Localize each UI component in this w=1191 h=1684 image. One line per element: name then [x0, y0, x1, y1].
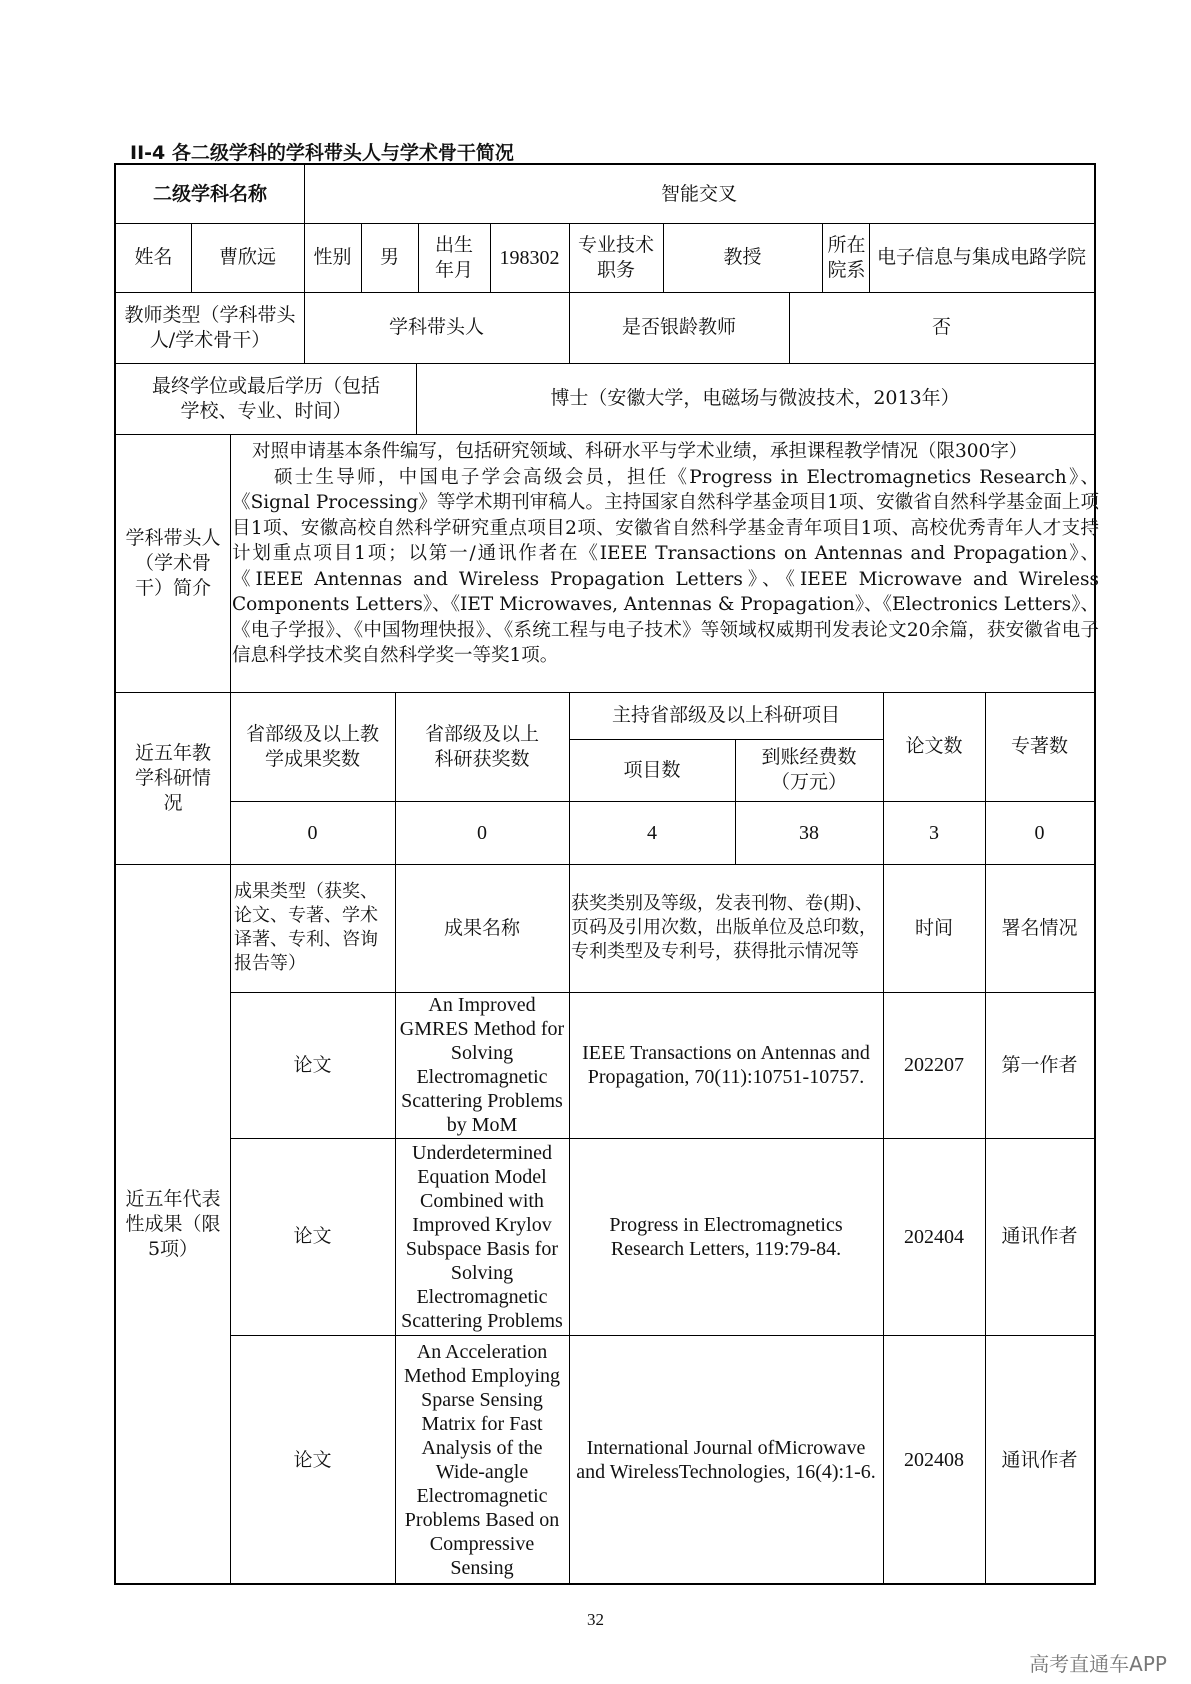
table-row-2-name: Underdetermined Equation Model Combined with Improved Krylov Subspace Basis for Solving Electromagnetic Scattering Problems	[401, 1141, 563, 1332]
projects-group-label: 主持省部级及以上科研项目	[611, 704, 840, 726]
gender-label: 性别	[313, 246, 352, 268]
title-value: 教授	[723, 246, 762, 268]
teacher-type-label: 教师类型（学科带头人/学术骨干）	[124, 303, 296, 351]
project-count-label: 项目数	[623, 758, 681, 781]
teacher-type-value: 学科带头人	[388, 316, 484, 338]
table-row-3-type: 论文	[293, 1448, 332, 1471]
bio-content	[232, 439, 1099, 669]
degree-label: 最终学位或最后学历（包括学校、专业、时间）	[151, 374, 380, 422]
teaching-award-label: 省部级及以上教学成果奖数	[245, 722, 379, 770]
table-row-2-time: 202404	[904, 1225, 964, 1248]
header-author: 署名情况	[1001, 916, 1078, 939]
table-row-2-author: 通讯作者	[1001, 1225, 1078, 1247]
header-time: 时间	[914, 916, 953, 939]
achievements-label: 近五年代表性成果（限5项）	[125, 1188, 221, 1260]
header-type: 成果类型（获奖、论文、专著、学术译著、专利、咨询报告等）	[234, 881, 378, 974]
bio-instruction: 对照申请基本条件编写，包括研究领域、科研水平与学术业绩，承担课程教学情况（限300字）	[252, 441, 1028, 462]
birth-value: 198302	[499, 246, 560, 269]
table-row-1-detail: IEEE Transactions on Antennas and Propagation, 70(11):10751-10757.	[582, 1042, 870, 1088]
stats-label: 近五年教学科研情况	[134, 741, 211, 814]
papers-value: 3	[929, 821, 939, 844]
watermark: 高考直通车APP	[1029, 1652, 1167, 1676]
discipline-value: 智能交叉	[660, 182, 737, 205]
section-title: II-4 各二级学科的学科带头人与学术骨干简况	[130, 142, 514, 164]
title-label: 专业技术职务	[577, 233, 654, 281]
table-row-2-type: 论文	[293, 1225, 332, 1247]
table-row-3-time: 202408	[904, 1449, 964, 1471]
silver-value: 否	[931, 316, 951, 338]
header-detail: 获奖类别及等级，发表刊物、卷(期)、页码及引用次数，出版单位及总印数，专利类型及专利号，获得批示情况等	[571, 893, 877, 962]
table-row-3-detail: International Journal ofMicrowave and WirelessTechnologies, 16(4):1-6.	[576, 1437, 876, 1483]
table-row-1-name: An Improved GMRES Method for Solving Electromagnetic Scattering Problems by MoM	[399, 994, 565, 1136]
research-award-label: 省部级及以上科研获奖数	[424, 722, 539, 770]
funding-label: 到账经费数（万元）	[761, 746, 857, 793]
funding-value: 38	[799, 821, 819, 844]
table-row-3-name: An Acceleration Method Employing Sparse Sensing Matrix for Fast Analysis of the Wide-angle Electromagnetic Problems Based on Compressive Sensing	[403, 1341, 561, 1579]
table-row-1-type: 论文	[293, 1053, 332, 1076]
table-row-1-time: 202207	[904, 1054, 964, 1076]
books-value: 0	[1034, 821, 1045, 844]
degree-value: 博士（安徽大学，电磁场与微波技术，2013年）	[550, 387, 960, 409]
project-count-value: 4	[647, 821, 657, 844]
name-value: 曹欣远	[218, 246, 276, 268]
books-label: 专著数	[1010, 735, 1068, 757]
dept-value: 电子信息与集成电路学院	[876, 246, 1086, 268]
teaching-award-value: 0	[307, 821, 318, 844]
table-row-3-author: 通讯作者	[1001, 1448, 1078, 1471]
discipline-label: 二级学科名称	[152, 182, 267, 205]
research-award-value: 0	[477, 821, 487, 844]
table-row-1-author: 第一作者	[1001, 1053, 1078, 1076]
gender-value: 男	[379, 246, 399, 268]
dept-label: 所在院系	[827, 233, 866, 281]
page-number: 32	[587, 1610, 604, 1629]
name-label: 姓名	[134, 246, 173, 268]
birth-label: 出生年月	[434, 233, 473, 281]
bio-label: 学科带头人（学术骨干）简介	[125, 526, 221, 599]
silver-label: 是否银龄教师	[621, 316, 736, 338]
table-row-2-detail: Progress in Electromagnetics Research Letters, 119:79-84.	[609, 1213, 843, 1260]
profile-table	[114, 163, 1099, 1585]
papers-label: 论文数	[905, 735, 963, 757]
bio-text: 硕士生导师，中国电子学会高级会员，担任《Progress in Electromagnetics Research》、《Signal Processing》等学术期刊审稿人。主持国家自然科学基金项目1项、安徽省自然科学基金面上项目1项、安徽高校自然科学研究重点项目2项、安徽省自然科学基金青年项目1项、高校优秀青年人才支持计划重点项目1项；以第一/通讯作者在《IEEE Transactions on Antennas and Propagation》、《IEEE Antennas and Wireless Propagation Letters》、《IEEE Microwave and Wireless Components Letters》、《IET Microwaves, Antennas & Propagation》、《Electronics Letters》、《电子学报》、《中国物理快报》、《系统工程与电子技术》等领域权威期刊发表论文20余篇，获安徽省电子信息科学技术奖自然科学奖一等奖1项。	[232, 466, 1099, 666]
header-name: 成果名称	[443, 916, 520, 939]
